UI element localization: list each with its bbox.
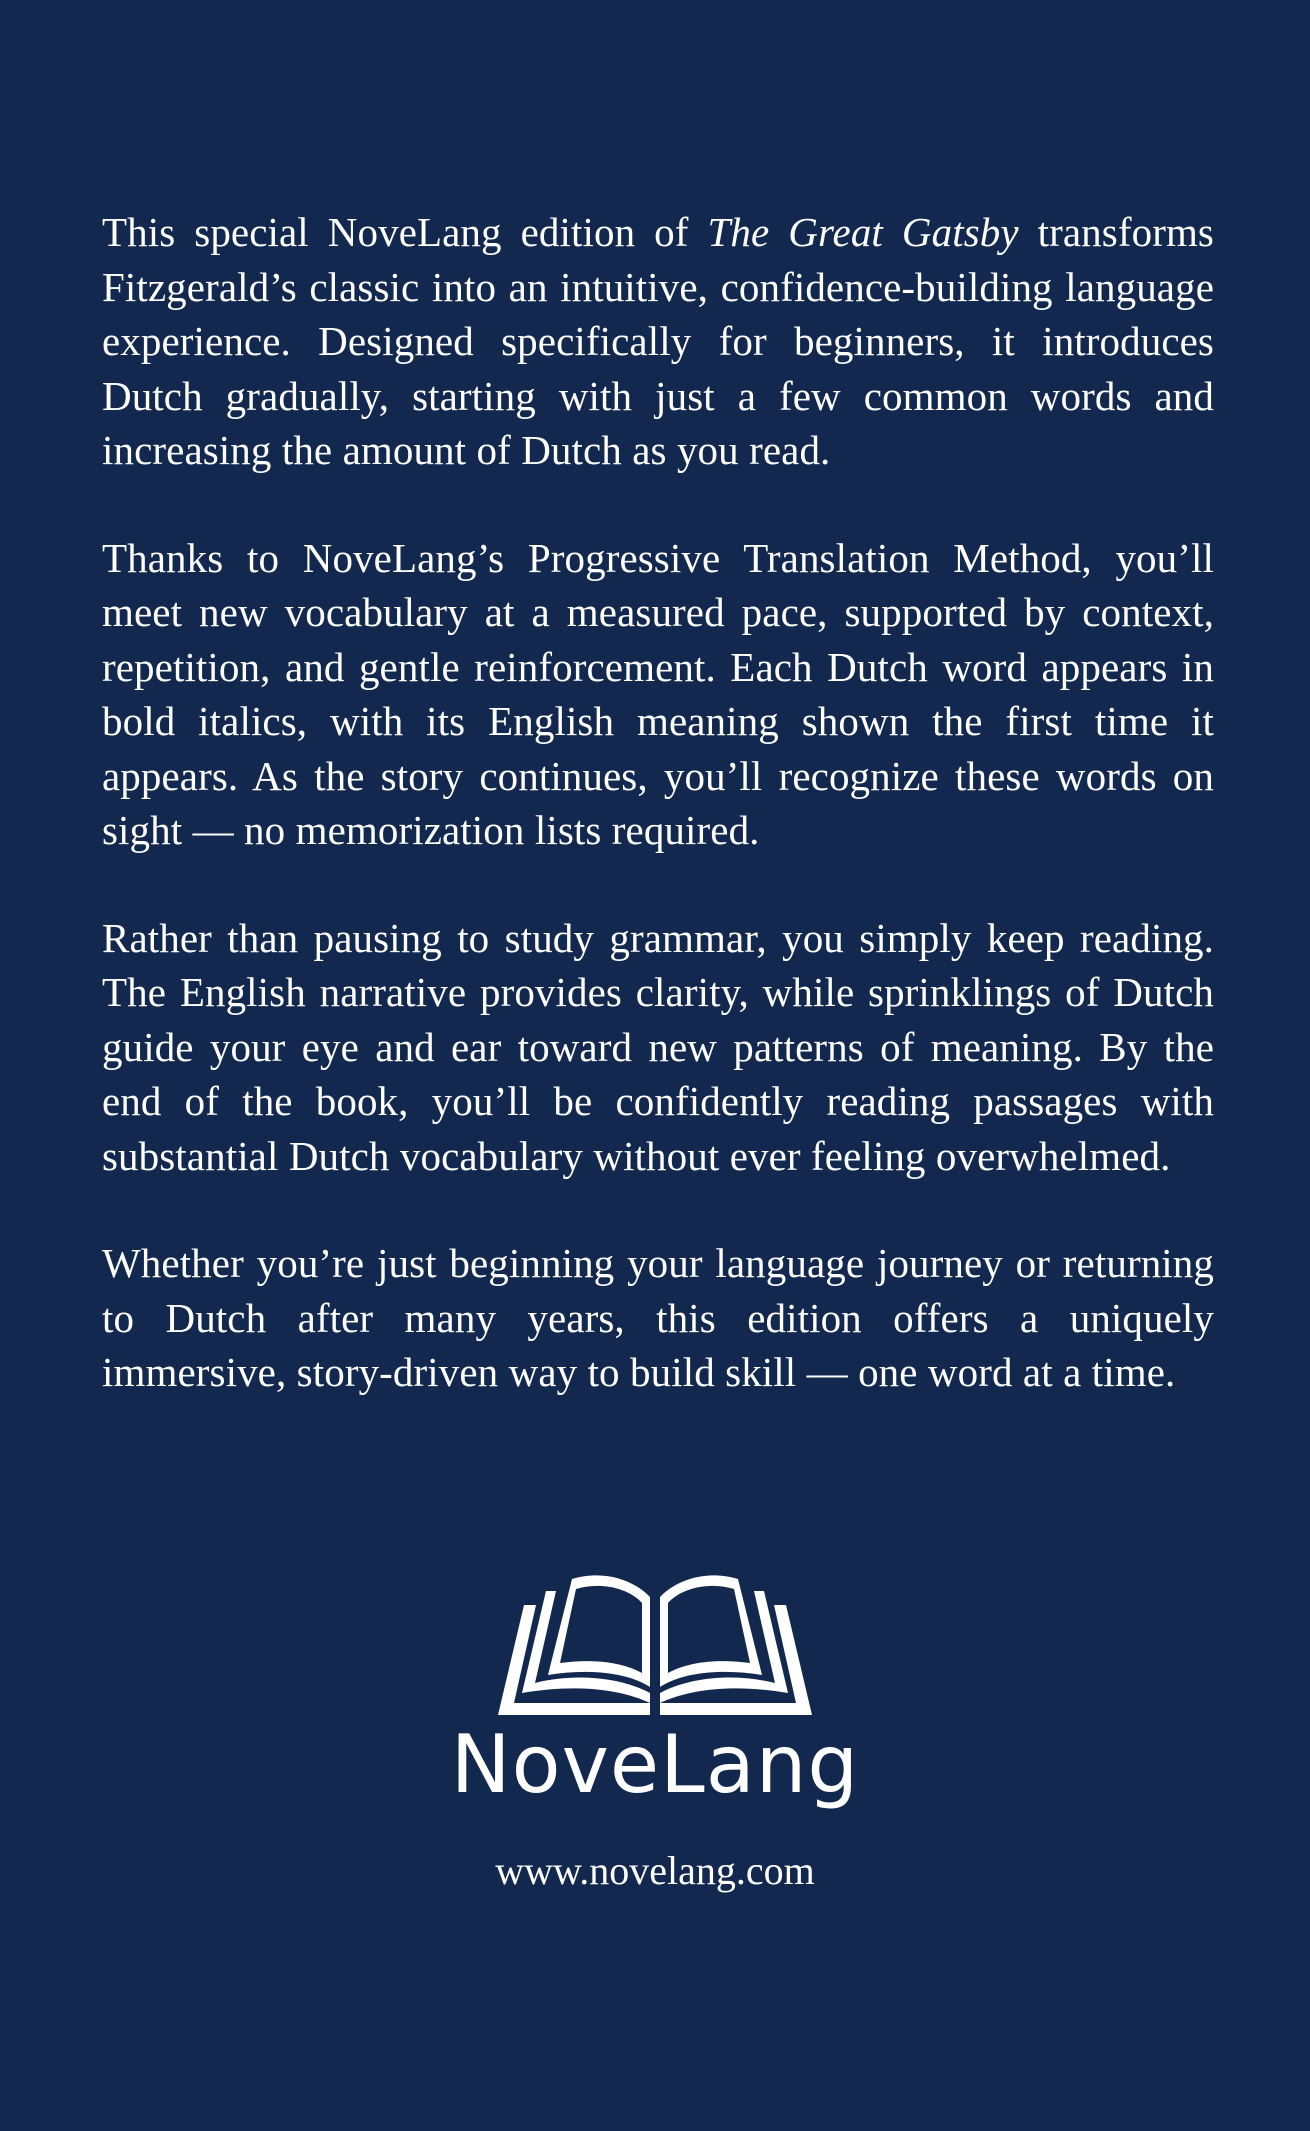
paragraph-intro [102, 205, 1214, 478]
open-book-icon [490, 1575, 820, 1715]
novelang-logo [0, 1575, 1310, 1895]
paragraph-closing: Whether you’re just beginning your language journey or returning to Dutch after many years, this edition offers a uniquely immersive, story-driven way to build skill — one word at a time. [102, 1240, 1214, 1395]
website-url: www.novelang.com [495, 1848, 815, 1893]
paragraph-intro-end: transforms Fitzgerald’s classic into an intuitive, confidence-building language experience. Designed specifically for beginners, it introduces Dutch gradually, starting with just a few common words and increasing the amount of Dutch as you read. [102, 209, 1214, 473]
description-block [102, 205, 1214, 1453]
paragraph-intro-start: This special NoveLang edition of [102, 209, 708, 255]
book-title: The Great Gatsby [707, 209, 1019, 255]
paragraph-reading: Rather than pausing to study grammar, you simply keep reading. The English narrative provides clarity, while sprinklings of Dutch guide your eye and ear toward new patterns of meaning. By the end of the book, you’ll be confidently reading passages with substantial Dutch vocabulary without ever feeling overwhelmed. [102, 914, 1214, 1179]
paragraph-method: Thanks to NoveLang’s Progressive Translation Method, you’ll meet new vocabulary at a measured pace, supported by context, repetition, and gentle reinforcement. Each Dutch word appears in bold italics, with its English meaning shown the first time it appears. As the story continues, you’ll recognize these words on sight — no memorization lists required. [102, 534, 1214, 853]
brand-name: NoveLang [450, 1718, 860, 1811]
